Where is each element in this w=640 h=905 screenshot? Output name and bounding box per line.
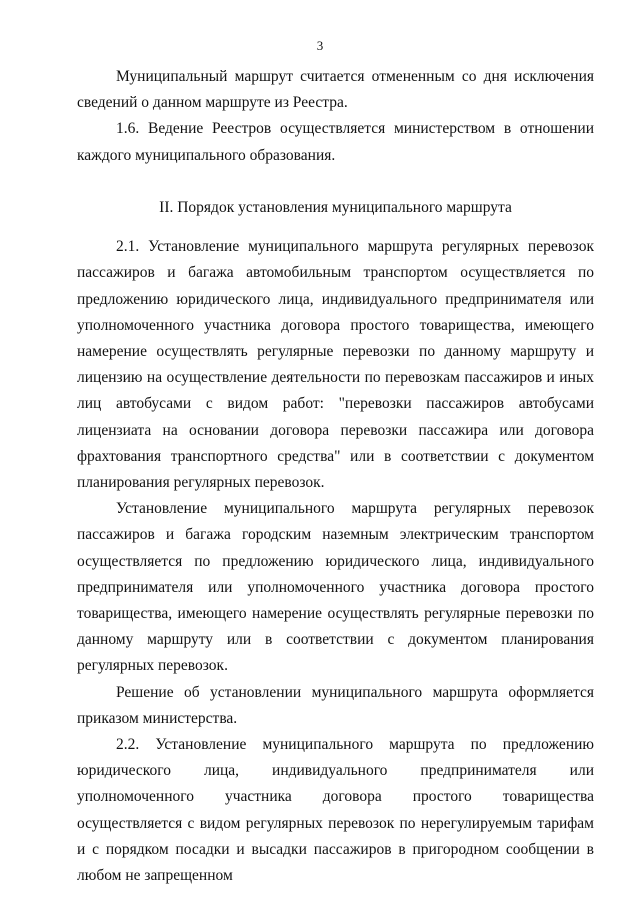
- paragraph-registry-maintenance: 1.6. Ведение Реестров осуществляется министерством в отношении каждого муниципального образования.: [77, 120, 594, 164]
- paragraph-electric-transport: Установление муниципального маршрута регулярных перевозок пассажиров и багажа городским наземным электрическим транспортом осуществляется по предложению юридического лица, индивидуального предпринимателя или уполномоченного участника договора простого товарищества, имеющего намерение осуществлять регулярные перевозки по данному маршруту или в соответствии с документом планирования регулярных перевозок.: [77, 500, 594, 675]
- paragraph-route-cancellation: Муниципальный маршрут считается отмененным со дня исключения сведений о данном маршруте из Реестра.: [77, 68, 594, 112]
- paragraph-2-2: 2.2. Установление муниципального маршрута по предложению юридического лица, индивидуального предпринимателя или уполномоченного участника договора простого товарищества осуществляется с видом регулярных перевозок по нерегулируемым тарифам и с порядком посадки и высадки пассажиров в пригородном сообщении в любом не запрещенном: [77, 736, 594, 885]
- paragraph-2-1: 2.1. Установление муниципального маршрута регулярных перевозок пассажиров и багажа автомобильным транспортом осуществляется по предложению юридического лица, индивидуального предпринимателя или уполномоченного участника договора простого товарищества, имеющего намерение осуществлять регулярные перевозки по данному маршруту и лицензию на осуществление деятельности по перевозкам пассажиров и иных лиц автобусами с видом работ: "перевозки пассажиров автобусами лицензиата на основании договора перевозки пассажира или договора фрахтования транспортного средства" или в соответствии с документом планирования регулярных перевозок.: [77, 238, 594, 492]
- document-body: [77, 64, 594, 889]
- section-heading: II. Порядок установления муниципального маршрута: [159, 199, 512, 216]
- page-number: 3: [316, 38, 324, 53]
- paragraph-ministry-order: Решение об установлении муниципального маршрута оформляется приказом министерства.: [77, 683, 594, 727]
